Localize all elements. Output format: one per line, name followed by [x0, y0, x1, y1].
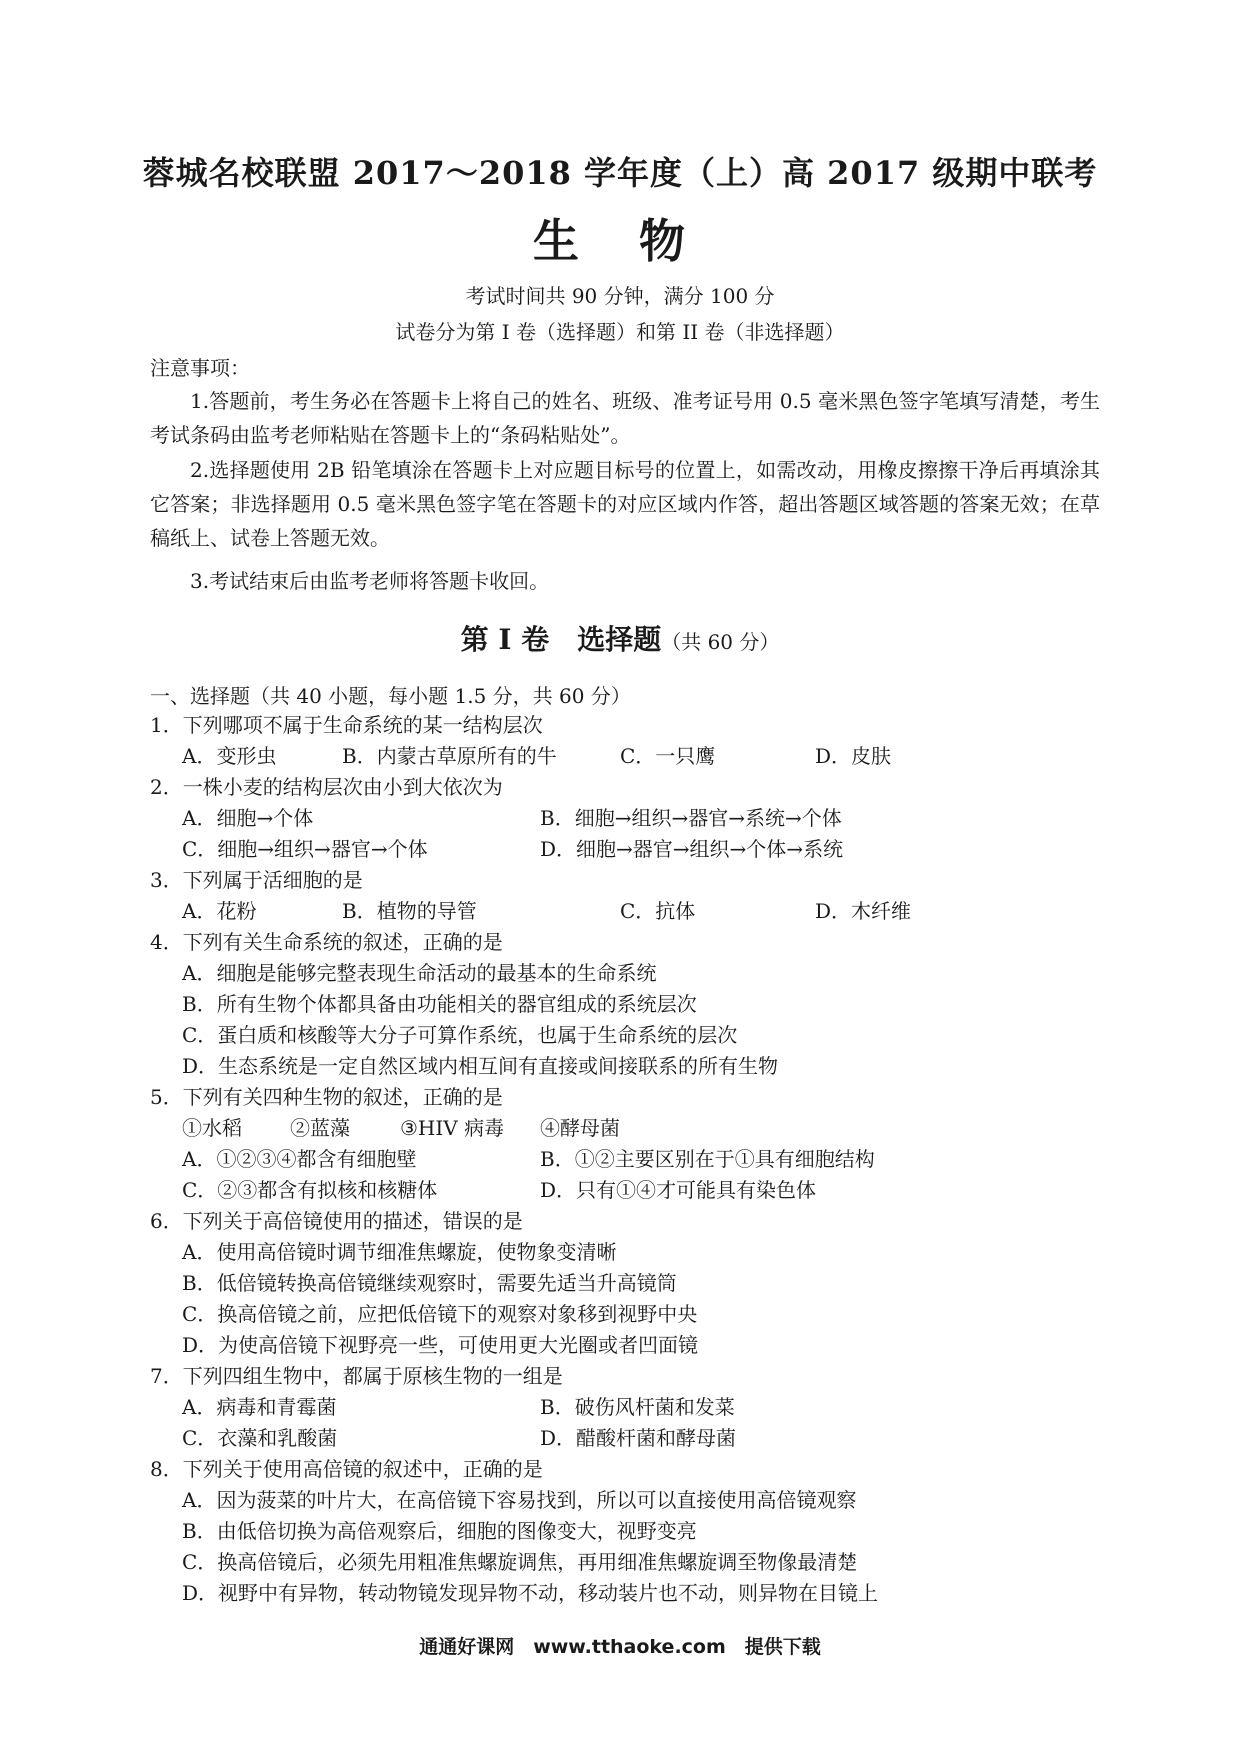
notice-item-1: 1.答题前，考生务必在答题卡上将自己的姓名、班级、准考证号用 0.5 毫米黑色签字笔填写清楚，考生考试条码由监考老师粘贴在答题卡上的“条码粘贴处”。	[150, 389, 1100, 447]
option-c: C．②③都含有拟核和核糖体	[182, 1178, 438, 1202]
option-row	[150, 896, 1100, 927]
option-d: D．细胞→器官→组织→个体→系统	[540, 837, 844, 861]
option-a: A．使用高倍镜时调节细准焦螺旋，使物象变清晰	[182, 1240, 617, 1264]
option-d: D．醋酸杆菌和酵母菌	[540, 1426, 737, 1450]
question-stem: 1．下列哪项不属于生命系统的某一结构层次	[150, 713, 543, 737]
question-3	[150, 865, 1100, 927]
organism-item: ①水稻	[182, 1116, 242, 1140]
option-b: B．细胞→组织→器官→系统→个体	[540, 806, 842, 830]
footer-source: 通通好课网 www.tthaoke.com 提供下载	[419, 1636, 821, 1658]
question-stem: 8．下列关于使用高倍镜的叙述中，正确的是	[150, 1457, 543, 1481]
option-a: A．花粉	[182, 899, 257, 923]
option-b: B．破伤风杆菌和发菜	[540, 1395, 735, 1419]
option-c: C．蛋白质和核酸等大分子可算作系统，也属于生命系统的层次	[182, 1023, 738, 1047]
notice-item-2: 2.选择题使用 2B 铅笔填涂在答题卡上对应题目标号的位置上，如需改动，用橡皮擦擦干净后再填涂其它答案；非选择题用 0.5 毫米黑色签字笔在答题卡的对应区域内作答，超出答题区域答题的答案无效；在草稿纸上、试卷上答题无效。	[150, 458, 1100, 550]
question-stem: 5．下列有关四种生物的叙述，正确的是	[150, 1085, 503, 1109]
question-4	[150, 927, 1100, 1082]
question-stem: 7．下列四组生物中，都属于原核生物的一组是	[150, 1364, 563, 1388]
question-6	[150, 1206, 1100, 1361]
question-7	[150, 1361, 1100, 1454]
option-b: B．低倍镜转换高倍镜继续观察时，需要先适当升高镜筒	[182, 1271, 677, 1295]
question-stem: 6．下列关于高倍镜使用的描述，错误的是	[150, 1209, 523, 1233]
option-a: A．因为菠菜的叶片大，在高倍镜下容易找到，所以可以直接使用高倍镜观察	[182, 1488, 857, 1512]
subject-title: 生 物	[532, 214, 707, 268]
option-b: B．由低倍切换为高倍观察后，细胞的图像变大，视野变亮	[182, 1519, 697, 1543]
option-c: C．抗体	[620, 899, 696, 923]
organism-item: ④酵母菌	[540, 1116, 620, 1140]
section-name: 第 I 卷 选择题	[460, 623, 662, 656]
option-d: D．视野中有异物，转动物镜发现异物不动，移动装片也不动，则异物在目镜上	[182, 1581, 879, 1605]
question-stem: 4．下列有关生命系统的叙述，正确的是	[150, 930, 503, 954]
option-row	[150, 834, 1100, 865]
section-score: （共 60 分）	[661, 630, 780, 654]
option-row	[150, 1392, 1100, 1423]
option-d: D．为使高倍镜下视野亮一些，可使用更大光圈或者凹面镜	[182, 1333, 699, 1357]
option-a: A．细胞是能够完整表现生命活动的最基本的生命系统	[182, 961, 657, 985]
option-row	[150, 1175, 1100, 1206]
option-b: B．内蒙古草原所有的牛	[342, 744, 557, 768]
option-b: B．所有生物个体都具备由功能相关的器官组成的系统层次	[182, 992, 697, 1016]
option-b: B．植物的导管	[342, 899, 477, 923]
organism-item: ③HIV 病毒	[400, 1116, 505, 1140]
option-row	[150, 741, 1100, 772]
option-c: C．细胞→组织→器官→个体	[182, 837, 428, 861]
question-stem: 3．下列属于活细胞的是	[150, 868, 363, 892]
question-1	[150, 710, 1100, 772]
option-a: A．细胞→个体	[182, 806, 314, 830]
notice-item-3: 3.考试结束后由监考老师将答题卡收回。	[190, 569, 550, 593]
organism-item: ②蓝藻	[290, 1116, 350, 1140]
notice-heading: 注意事项：	[150, 356, 250, 380]
option-d: D．只有①④才可能具有染色体	[540, 1178, 817, 1202]
section-title	[0, 618, 1240, 658]
option-d: D．生态系统是一定自然区域内相互间有直接或间接联系的所有生物	[182, 1054, 779, 1078]
part-heading: 一、选择题（共 40 小题，每小题 1.5 分，共 60 分）	[150, 684, 631, 708]
option-a: A．病毒和青霉菌	[182, 1395, 337, 1419]
organism-row	[150, 1113, 1100, 1144]
question-list	[150, 710, 1100, 1609]
option-c: C．衣藻和乳酸菌	[182, 1426, 338, 1450]
option-d: D．皮肤	[815, 744, 892, 768]
option-b: B．①②主要区别在于①具有细胞结构	[540, 1147, 875, 1171]
exam-info: 考试时间共 90 分钟，满分 100 分	[465, 284, 775, 308]
option-row	[150, 803, 1100, 834]
question-stem: 2．一株小麦的结构层次由小到大依次为	[150, 775, 503, 799]
option-a: A．①②③④都含有细胞壁	[182, 1147, 417, 1171]
option-row	[150, 1144, 1100, 1175]
question-8	[150, 1454, 1100, 1609]
option-a: A．变形虫	[182, 744, 277, 768]
option-d: D．木纤维	[815, 899, 912, 923]
paper-info: 试卷分为第 I 卷（选择题）和第 II 卷（非选择题）	[395, 320, 845, 344]
option-c: C．一只鹰	[620, 744, 716, 768]
option-c: C．换高倍镜之前，应把低倍镜下的观察对象移到视野中央	[182, 1302, 698, 1326]
exam-title: 蓉城名校联盟 2017～2018 学年度（上）高 2017 级期中联考	[142, 154, 1098, 192]
question-5	[150, 1082, 1100, 1206]
option-row	[150, 1423, 1100, 1454]
option-c: C．换高倍镜后，必须先用粗准焦螺旋调焦，再用细准焦螺旋调至物像最清楚	[182, 1550, 858, 1574]
question-2	[150, 772, 1100, 865]
